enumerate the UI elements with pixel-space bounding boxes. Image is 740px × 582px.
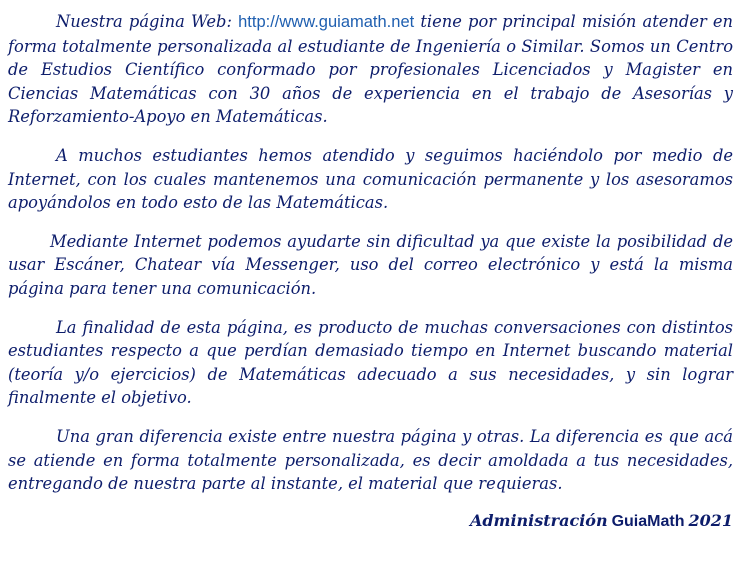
paragraph-purpose: La finalidad de esta página, es producto de muchas conversaciones con distintos estudiantes respecto a que perdían demasiado tiempo en Internet buscando material (teoría y/o ejercicios) de Matemáticas adecuado a sus necesidades, y sin lograr finalmente el objetivo. [8, 317, 733, 408]
paragraph-students: A muchos estudiantes hemos atendido y seguimos haciéndolo por medio de Internet, con los cuales mantenemos una comunicación permanente y los asesoramos apoyándolos en todo esto de las Matemáticas. [8, 145, 733, 213]
paragraph-internet: Mediante Internet podemos ayudarte sin dificultad ya que existe la posibilidad de usar Escáner, Chatear vía Messenger, uso del correo electrónico y está la misma página para tener una comunicación. [8, 231, 733, 298]
paragraph-difference: Una gran diferencia existe entre nuestra página y otras. La diferencia es que acá se atiende en forma totalmente personalizada, es decir amoldada a tus necesidades, entregando de nuestra parte al instante, el material que requieras. [8, 426, 733, 494]
footer-brand: GuiaMath [611, 512, 685, 530]
document-body [8, 10, 733, 533]
mission-intro-text: Nuestra página Web: [56, 12, 239, 31]
footer-label: Administración [469, 510, 608, 530]
paragraph-mission [8, 10, 733, 129]
footer-year: 2021 [688, 510, 733, 530]
signature-footer [8, 509, 733, 534]
website-link[interactable]: http://www.guiamath.net [238, 13, 415, 31]
mission-body-text: tiene por principal misión atender en forma totalmente personalizada al estudiante de Ingeniería o Similar. Somos un Centro de Estudios Científico conformado por profesionales Licenciados y Magister en Ciencias Matemáticas con 30 años de experiencia en el trabajo de Asesorías y Reforzamiento-Apoyo en Matemáticas. [8, 12, 734, 127]
